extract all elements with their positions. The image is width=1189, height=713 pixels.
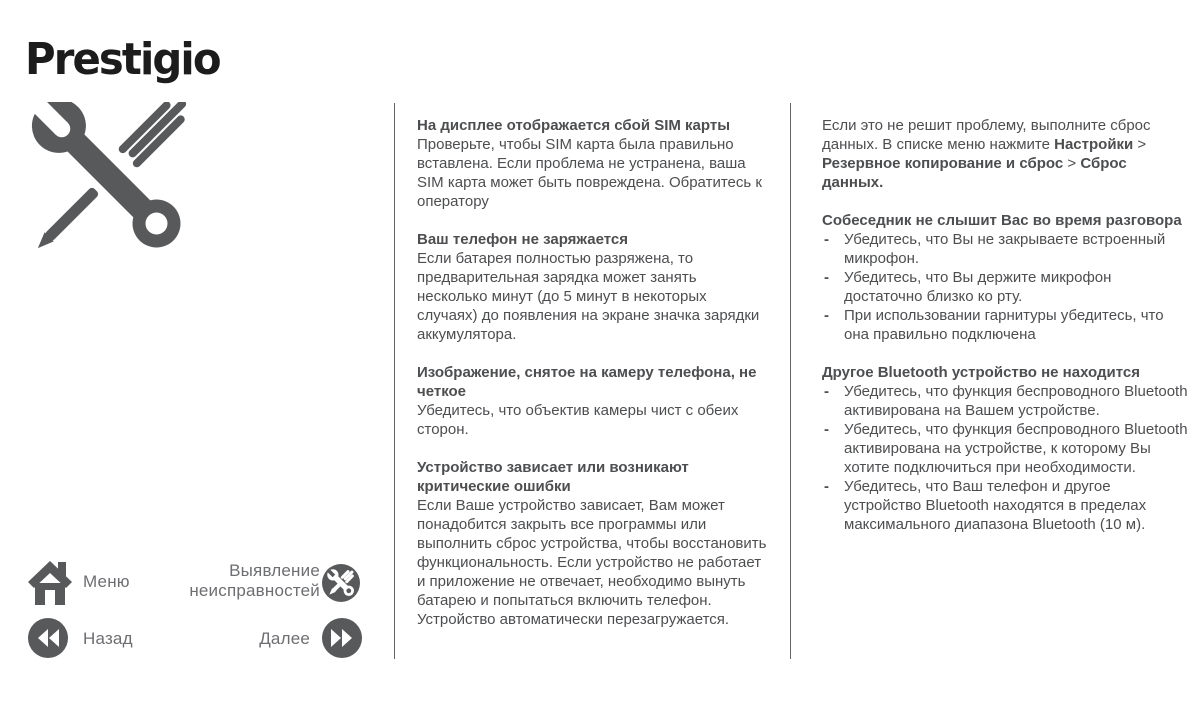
list-item: - Убедитесь, что Вы не закрываете встроенный микрофон. — [822, 230, 1189, 268]
intro-text: Если это не решит проблему, выполните сброс данных. В списке меню нажмите — [822, 117, 1151, 153]
menu-path-settings: Настройки — [1054, 136, 1134, 153]
issue-heading: На дисплее отображается сбой SIM карты — [417, 117, 731, 134]
menu-button[interactable]: Меню — [83, 572, 130, 591]
issue-block — [417, 458, 769, 629]
path-separator: > — [1133, 136, 1147, 153]
list-item: - Убедитесь, что Вы держите микрофон достаточно близко ко рту. — [822, 268, 1189, 306]
issue-block — [417, 116, 769, 211]
issue-bullet-list — [822, 230, 1189, 344]
troubleshooting-section-icon[interactable] — [322, 564, 360, 607]
column-divider-left — [394, 103, 395, 659]
troubleshooting-column-2 — [822, 116, 1189, 553]
next-button[interactable]: Далее — [259, 629, 310, 648]
section-title-line2: неисправностей — [189, 581, 320, 600]
issue-block — [417, 230, 769, 344]
issue-bullet-list — [822, 382, 1189, 534]
troubleshooting-column-1 — [417, 116, 769, 648]
home-icon[interactable] — [28, 559, 72, 611]
issue-body: Если батарея полностью разряжена, то предварительная зарядка может занять несколько минут (до 5 минут в некоторых случаях) до появления на экране значка зарядки аккумулятора. — [417, 250, 760, 343]
list-item: - При использовании гарнитуры убедитесь, что она правильно подключена — [822, 306, 1189, 344]
section-title — [125, 561, 320, 601]
column-divider-right — [790, 103, 791, 659]
back-button[interactable]: Назад — [83, 629, 133, 648]
issue-block — [417, 363, 769, 439]
footer-navigation — [25, 548, 370, 663]
next-button-icon[interactable] — [322, 618, 362, 663]
issue-heading: Изображение, снятое на камеру телефона, не четкое — [417, 364, 757, 400]
issue-body: Если Ваше устройство зависает, Вам может понадобится закрыть все программы или выполнить сброс устройства, чтобы восстановить функциональность. Если устройство не работает и приложение не отвечает, необходимо вынуть батарею и попытаться включить телефон. Устройство автоматически перезагружается. — [417, 497, 767, 628]
list-item: - Убедитесь, что функция беспроводного Bluetooth активирована на устройстве, к которому Вы хотите подключиться при необходимости. — [822, 420, 1189, 477]
back-button-icon[interactable] — [28, 618, 68, 663]
path-separator: > — [1063, 155, 1081, 172]
issue-heading: Устройство зависает или возникают критические ошибки — [417, 459, 689, 495]
section-title-line1: Выявление — [229, 561, 320, 580]
issue-body: Проверьте, чтобы SIM карта была правильно вставлена. Если проблема не устранена, ваша SIM карта может быть повреждена. Обратитесь к оператору — [417, 136, 762, 210]
menu-path-backup-reset: Резервное копирование и сброс — [822, 155, 1064, 172]
brand-logo: Prestigio — [25, 34, 220, 85]
menu-path-data-reset: Сброс данных. — [822, 155, 1127, 191]
issue-heading: Другое Bluetooth устройство не находится — [822, 364, 1141, 381]
reset-instructions — [822, 116, 1189, 192]
issue-block — [822, 211, 1189, 344]
issue-heading: Ваш телефон не заряжается — [417, 231, 628, 248]
issue-block — [822, 363, 1189, 534]
list-item: - Убедитесь, что Ваш телефон и другое устройство Bluetooth находятся в пределах максимального диапазона Bluetooth (10 м). — [822, 477, 1189, 534]
issue-body: Убедитесь, что объектив камеры чист с обеих сторон. — [417, 402, 739, 438]
troubleshooting-tools-icon — [22, 102, 197, 259]
list-item: - Убедитесь, что функция беспроводного Bluetooth активирована на Вашем устройстве. — [822, 382, 1189, 420]
issue-heading: Собеседник не слышит Вас во время разговора — [822, 212, 1182, 229]
